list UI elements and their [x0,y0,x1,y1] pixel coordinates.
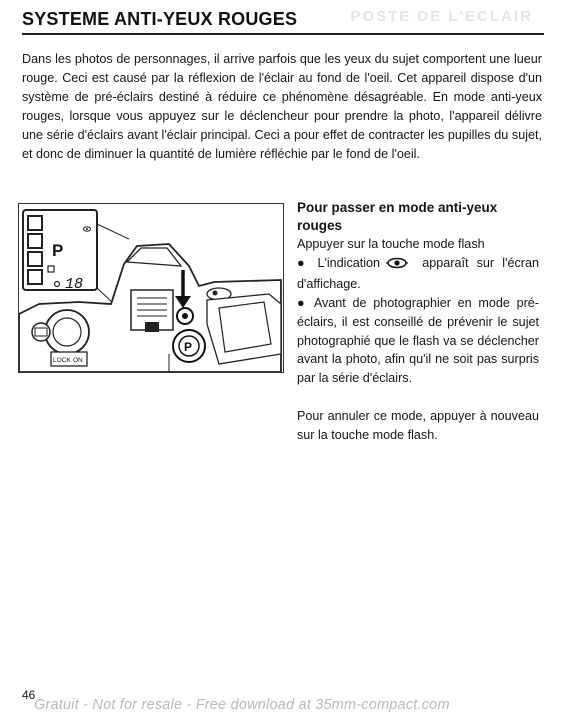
lcd-panel [23,210,97,293]
camera-illustration [18,203,284,373]
mode-dial-letter: P [184,340,193,354]
bullet-indication-tail: apparaît sur l'écran d'affichage. [297,255,539,291]
bullet-indication-lead: ● L'indication [297,255,381,270]
page-header [0,0,569,40]
cancel-instruction: Pour annuler ce mode, appuyer à nouveau sur la touche mode flash. [297,409,539,443]
bullet-indication [297,254,539,294]
red-eye-icon [386,256,408,275]
instruction-line: Appuyer sur la touche mode flash [297,237,485,251]
lcd-value: 18 [65,276,84,293]
ghost-header-text: POSTE DE L'ECLAIR [350,8,533,25]
section-heading: Pour passer en mode anti-yeux rouges [297,200,498,233]
lock-label: LOCK [53,357,71,364]
lcd-mode-letter: P [52,241,64,260]
camera-top-view-icon [19,204,283,372]
page-title: SYSTEME ANTI-YEUX ROUGES [22,9,298,29]
page-number: 46 [22,688,36,702]
right-column [297,199,539,445]
intro-paragraph: Dans les photos de personnages, il arrive parfois que les yeux du sujet comportent une lueur rouge. Ceci est causé par la réflexion de l'éclair au fond de l'oeil. Cet appareil dispose d'un système de pré-éclairs destiné à réduire ce phénomène désagréable. En mode anti-yeux rouges, lorsque vous appuyez sur le déclencheur pour prendre la photo, l'appareil délivre une série d'éclairs avant l'éclair principal. Ceci a pour effet de contracter les pupilles du sujet, et donc de diminuer la quantité de lumière réfléchie par le fond de l'oeil. [22,52,542,161]
bullet-advice: ● Avant de photographier en mode pré-éclairs, il est conseillé de prévenir le sujet photographié que le flash va se déclencher avant la photo, afin qu'il ne soit pas surpris par la série d'éclairs. [297,295,539,386]
footer-watermark: Gratuit - Not for resale - Free download at 35mm-compact.com [34,697,450,713]
title-rule [22,33,544,35]
on-label: ON [73,357,83,364]
